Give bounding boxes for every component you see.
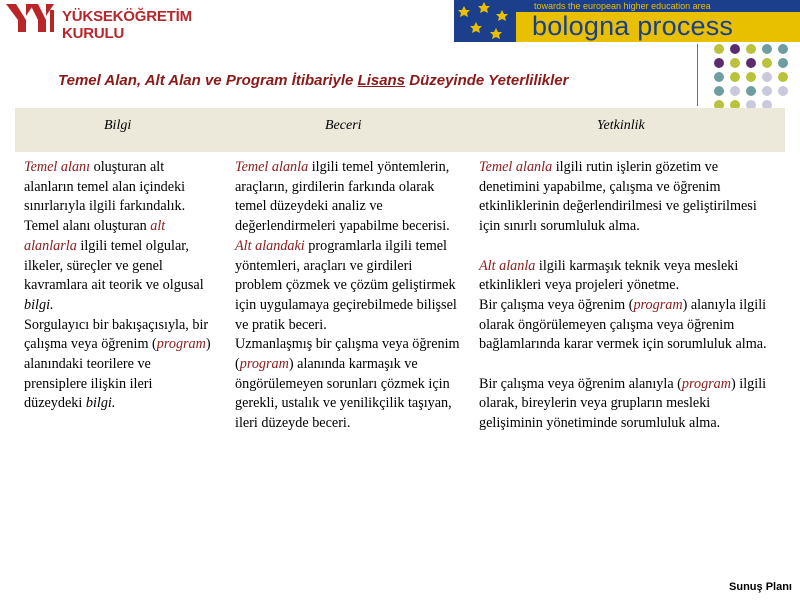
bologna-stars-icon bbox=[454, 0, 516, 42]
column-bilgi bbox=[24, 158, 214, 414]
yok-logo-icon bbox=[4, 2, 60, 34]
bologna-brand: bologna process bbox=[532, 11, 734, 41]
title-text-before: Temel Alan, Alt Alan ve Program İtibariyle bbox=[58, 72, 358, 89]
bologna-process-banner bbox=[454, 0, 800, 42]
yok-logo bbox=[0, 0, 240, 42]
header-beceri: Beceri bbox=[325, 118, 362, 133]
yetkinlik-paragraph: Alt alanla ilgili karmaşık teknik veya mesleki etkinlikleri veya projeleri yönetme. bbox=[479, 257, 739, 294]
table-header bbox=[15, 108, 785, 152]
yetkinlik-paragraph: Bir çalışma veya öğrenim alanıyla (program) ilgili olarak, bireylerin veya grupların mesleki gelişiminin yönetiminde sorumluluk alma. bbox=[479, 375, 767, 432]
bologna-tagline: towards the european higher education area bbox=[534, 1, 711, 11]
yok-logo-text: YÜKSEKÖĞRETİM KURULU bbox=[62, 8, 192, 42]
decorative-dots bbox=[712, 42, 800, 114]
yetkinlik-paragraph: Temel alanla ilgili rutin işlerin gözetim ve denetimini yapabilme, çalışma ve öğrenim etkinliklerinin değerlendirilmesi ve geliştirilmesi için sınırlı sorumluluk alma. bbox=[479, 159, 757, 235]
header-yetkinlik: Yetkinlik bbox=[597, 118, 645, 133]
bilgi-paragraph: Sorgulayıcı bir bakışaçısıyla, bir çalışma veya öğrenim (program) alanındaki teorilere ve prensiplere ilişkin ileri düzeydeki bilgi. bbox=[24, 316, 211, 412]
beceri-paragraph: Alt alandaki programlarla ilgili temel yöntemleri, araçları ve girdileri problem çözmek ve çözüm geliştirmek için uygulamaya geçirebilmede bilişsel ve pratik beceri. bbox=[235, 237, 457, 333]
title-text-after: Düzeyinde Yeterlilikler bbox=[405, 72, 569, 89]
title-lisans: Lisans bbox=[357, 72, 406, 89]
divider-line bbox=[697, 44, 698, 106]
column-beceri bbox=[235, 158, 461, 434]
bilgi-paragraph: Temel alanı oluşturan alt alanlarla ilgili temel olgular, ilkeler, süreçler ve genel kavramlara ait teorik ve olgusal bilgi. bbox=[24, 218, 204, 313]
column-yetkinlik bbox=[479, 158, 777, 434]
qualifications-table bbox=[15, 108, 785, 432]
header-bilgi: Bilgi bbox=[104, 118, 132, 133]
beceri-paragraph: Temel alanla ilgili temel yöntemlerin, araçların, girdilerin farkında olarak temel düzeydeki analiz ve değerlendirmeleri yapabilme becerisi. bbox=[235, 159, 450, 235]
beceri-paragraph: Uzmanlaşmış bir çalışma veya öğrenim (program) alanında karmaşık ve öngörülemeyen sorunları çözmek için gerekli, ustalık ve yenilikçilik taşıyan, ileri düzeyde beceri. bbox=[235, 336, 460, 432]
yetkinlik-paragraph: Bir çalışma veya öğrenim (program) alanıyla ilgili olarak öngörülemeyen çalışma veya öğrenim bağlamlarında karar vermek için sorumluluk alma. bbox=[479, 296, 767, 353]
bilgi-paragraph: Temel alanı oluşturan alt alanların temel alan içindeki sınırlarıyla ilgili farkındalık. bbox=[24, 159, 186, 215]
page-title bbox=[58, 72, 568, 89]
sunus-plani-link[interactable]: Sunuş Planı bbox=[729, 581, 792, 593]
